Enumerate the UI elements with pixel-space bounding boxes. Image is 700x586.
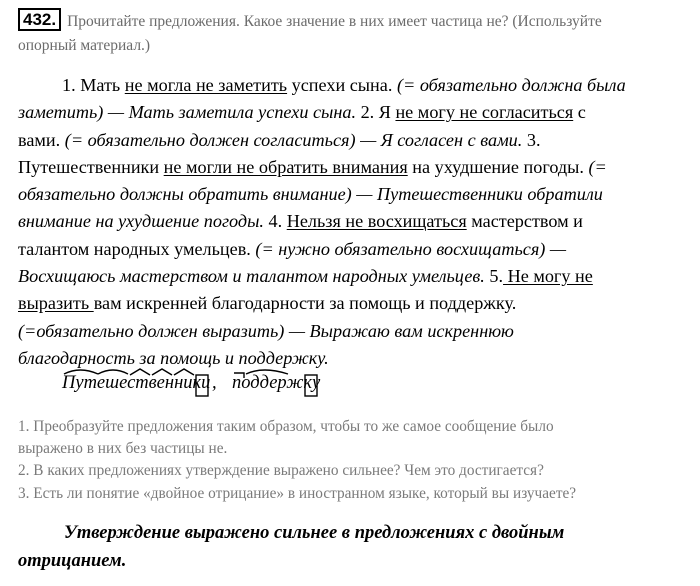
- text-fragment: 2. Я: [356, 102, 396, 123]
- underlined-phrase: не могли не обратить внимания: [163, 156, 408, 177]
- italic-explanation: (=: [588, 156, 607, 177]
- questions-block: [18, 416, 688, 505]
- morpheme-separator: ,: [212, 373, 217, 393]
- italic-explanation: Восхищаюсь мастерством и талантом народных умельцев.: [18, 266, 485, 287]
- underlined-phrase: Не могу не: [503, 266, 593, 287]
- morpheme-word-1: Путешественники: [62, 373, 211, 393]
- text-fragment: талантом народных умельцев.: [18, 238, 256, 259]
- root-arc-mark: [64, 370, 98, 374]
- suffix-caret-mark: [130, 369, 150, 375]
- question-3: 3. Есть ли понятие «двойное отрицание» в иностранном языке, который вы изучаете?: [18, 484, 577, 502]
- underlined-phrase: не могу не согласиться: [395, 102, 574, 123]
- text-line-1: [18, 72, 680, 99]
- text-fragment: мастерством и: [466, 211, 583, 232]
- text-line-7: [18, 236, 680, 263]
- answer-line-2: отрицанием.: [18, 550, 127, 571]
- morpheme-analysis: [58, 366, 348, 400]
- text-fragment: Путешественники: [18, 156, 164, 177]
- ending-box-mark: [196, 375, 208, 396]
- prefix-mark: [234, 373, 244, 378]
- exercise-text: [18, 72, 680, 372]
- text-line-4: [18, 154, 680, 181]
- text-fragment: на ухудшение погоды.: [407, 156, 589, 177]
- text-line-10: (=обязательно должен выразить) — Выражаю вам искреннюю: [18, 320, 514, 341]
- morpheme-word-2: поддержку: [232, 373, 321, 393]
- text-fragment: 1. Мать: [62, 75, 125, 95]
- answer-line-1: Утверждение выражено сильнее в предложениях с двойным: [64, 523, 565, 543]
- text-line-9: [18, 290, 680, 317]
- underlined-phrase: не могла не заметить: [124, 75, 288, 95]
- italic-explanation: (= обязательно должен согласиться) — Я согласен с вами.: [64, 129, 523, 150]
- task-instruction-line2: опорный материал.): [18, 37, 151, 54]
- answer-block: [18, 520, 680, 575]
- italic-explanation: внимание на ухудшение погоды.: [18, 211, 264, 232]
- text-line-11: благодарность за помощь и поддержку.: [18, 347, 329, 368]
- text-fragment: 3.: [522, 129, 541, 150]
- underlined-phrase: выразить: [18, 293, 94, 314]
- task-number: 432.: [18, 8, 61, 31]
- prefix-arc-mark: [98, 370, 128, 374]
- task-header: [18, 8, 688, 58]
- question-1-line-1: 1. Преобразуйте предложения таким образом, чтобы то же самое сообщение было: [18, 418, 554, 435]
- morpheme-marks: [58, 366, 348, 400]
- question-1-line-2: выражено в них без частицы не.: [18, 440, 228, 458]
- italic-explanation: заметить) — Мать заметила успехи сына.: [18, 102, 357, 123]
- ending-box-mark: [305, 375, 317, 396]
- question-2: 2. В каких предложениях утверждение выражено сильнее? Чем это достигается?: [18, 462, 544, 480]
- suffix-caret-mark: [174, 369, 194, 375]
- root-arc-mark: [246, 370, 288, 374]
- text-fragment: вам искренней благодарности за помощь и поддержку.: [93, 293, 517, 314]
- text-line-8: [18, 263, 680, 290]
- italic-explanation: (= обязательно должна была: [396, 75, 626, 95]
- underlined-phrase: Нельзя не восхищаться: [286, 211, 467, 232]
- text-fragment: успехи сына.: [287, 75, 397, 95]
- text-line-3: [18, 127, 680, 154]
- text-line-5: обязательно должны обратить внимание) — Путешественники обратили: [18, 184, 603, 205]
- text-fragment: с: [573, 102, 586, 123]
- text-fragment: 4.: [263, 211, 287, 232]
- suffix-caret-mark: [152, 369, 172, 375]
- text-fragment: 5.: [484, 266, 504, 287]
- text-line-6: [18, 208, 680, 235]
- task-instruction-line1: Прочитайте предложения. Какое значение в них имеет частица не? (Используйте: [67, 13, 602, 30]
- italic-explanation: (= нужно обязательно восхищаться) —: [255, 238, 567, 259]
- text-line-2: [18, 99, 680, 126]
- text-fragment: вами.: [18, 129, 65, 150]
